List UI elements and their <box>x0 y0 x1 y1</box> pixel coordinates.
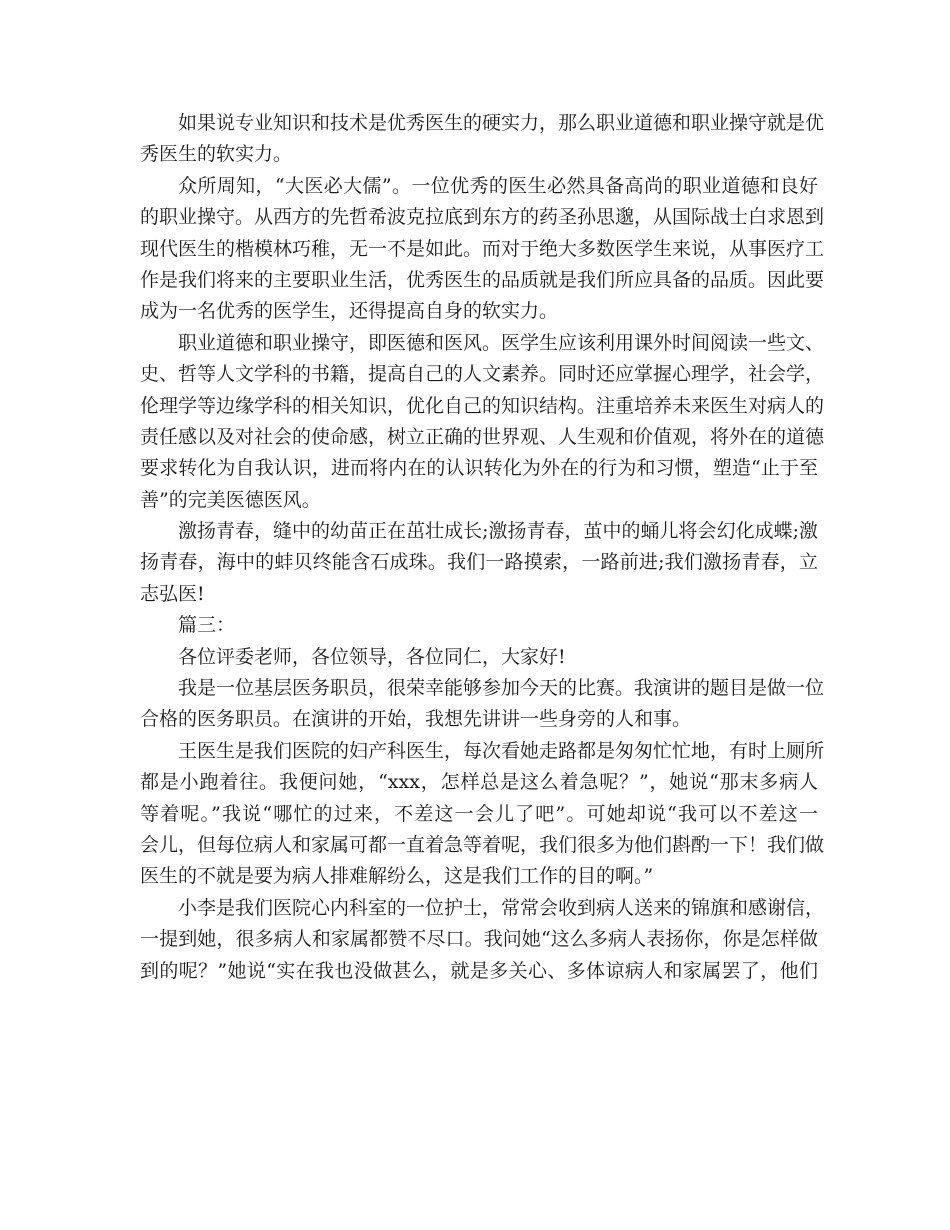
paragraph-line: 职业道德和职业操守，即医德和医风。医学生应该利用课外时间阅读一些文、 <box>178 331 825 354</box>
paragraph-line: 成为一名优秀的医学生，还得提高自身的软实力。 <box>140 300 559 323</box>
paragraph-line: 众所周知，“大医必大儒”。一位优秀的医生必然具备高尚的职业道德和良好 <box>178 174 818 197</box>
paragraph-line: 到的呢？”她说“实在我也没做甚么，就是多关心、多体谅病人和家属罢了，他们 <box>140 959 818 982</box>
paragraph-line: 秀医生的软实力。 <box>140 143 293 166</box>
paragraph <box>140 893 825 987</box>
paragraph <box>140 736 825 893</box>
paragraph-line: 各位评委老师，各位领导，各位同仁，大家好! <box>178 645 566 668</box>
paragraph-line: 等着呢。”我说“哪忙的过来，不差这一会儿了吧”。可她却说“我可以不差这一 <box>140 802 818 825</box>
document-body <box>140 108 825 987</box>
paragraph-line: 合格的医务职员。在演讲的开始，我想先讲讲一些身旁的人和事。 <box>140 708 692 731</box>
paragraph <box>140 516 818 610</box>
paragraph-line: 激扬青春，缝中的幼苗正在茁壮成长;激扬青春，茧中的蛹儿将会幻化成蝶;激 <box>178 520 818 543</box>
paragraph-line: 我是一位基层医务职员，很荣幸能够参加今天的比赛。我演讲的题目是做一位 <box>178 677 825 700</box>
paragraph-line: 要求转化为自我认识，进而将内在的认识转化为外在的行为和习惯，塑造“止于至 <box>140 457 818 480</box>
paragraph-line: 篇三： <box>178 614 236 637</box>
paragraph-line: 医生的不就是要为病人排难解纷么，这是我们工作的目的啊。” <box>140 865 654 888</box>
paragraph-line: 善”的完美医德医风。 <box>140 488 321 511</box>
paragraph-line: 伦理学等边缘学科的相关知识，优化自己的知识结构。注重培养未来医生对病人的 <box>140 394 825 417</box>
paragraph-line: 史、哲等人文学科的书籍，提高自己的人文素养。同时还应掌握心理学，社会学， <box>140 363 825 386</box>
paragraph <box>140 108 825 171</box>
paragraph <box>140 642 818 673</box>
paragraph-line: 的职业操守。从西方的先哲希波克拉底到东方的药圣孙思邈，从国际战士白求恩到 <box>140 206 825 229</box>
paragraph-line: 如果说专业知识和技术是优秀医生的硬实力，那么职业道德和职业操守就是优 <box>178 112 825 134</box>
paragraph-line: 扬青春，海中的蚌贝终能含石成珠。我们一路摸索，一路前进;我们激扬青春，立 <box>140 551 818 574</box>
paragraph-line: 责任感以及对社会的使命感，树立正确的世界观、人生观和价值观，将外在的道德 <box>140 425 825 448</box>
paragraph-line: 小李是我们医院心内科室的一位护士，常常会收到病人送来的锦旗和感谢信， <box>178 896 825 919</box>
paragraph-line: 作是我们将来的主要职业生活，优秀医生的品质就是我们所应具备的品质。因此要 <box>140 268 825 291</box>
paragraph <box>140 328 825 516</box>
paragraph <box>140 171 825 328</box>
paragraph-line: 志弘医! <box>140 582 205 605</box>
paragraph-line: 都是小跑着往。我便问她，“xxx，怎样总是这么着急呢？”，她说“那末多病人 <box>140 771 818 794</box>
paragraph-line: 现代医生的楷模林巧稚，无一不是如此。而对于绝大多数医学生来说，从事医疗工 <box>140 237 825 260</box>
paragraph-line: 一提到她，很多病人和家属都赞不尽口。我问她“这么多病人表扬你，你是怎样做 <box>140 928 818 951</box>
paragraph-line: 王医生是我们医院的妇产科医生，每次看她走路都是匆匆忙忙地，有时上厕所 <box>178 739 825 762</box>
paragraph <box>140 673 825 736</box>
paragraph <box>140 610 818 641</box>
paragraph-line: 会儿，但每位病人和家属可都一直着急等着呢，我们很多为他们斟酌一下！我们做 <box>140 833 825 856</box>
